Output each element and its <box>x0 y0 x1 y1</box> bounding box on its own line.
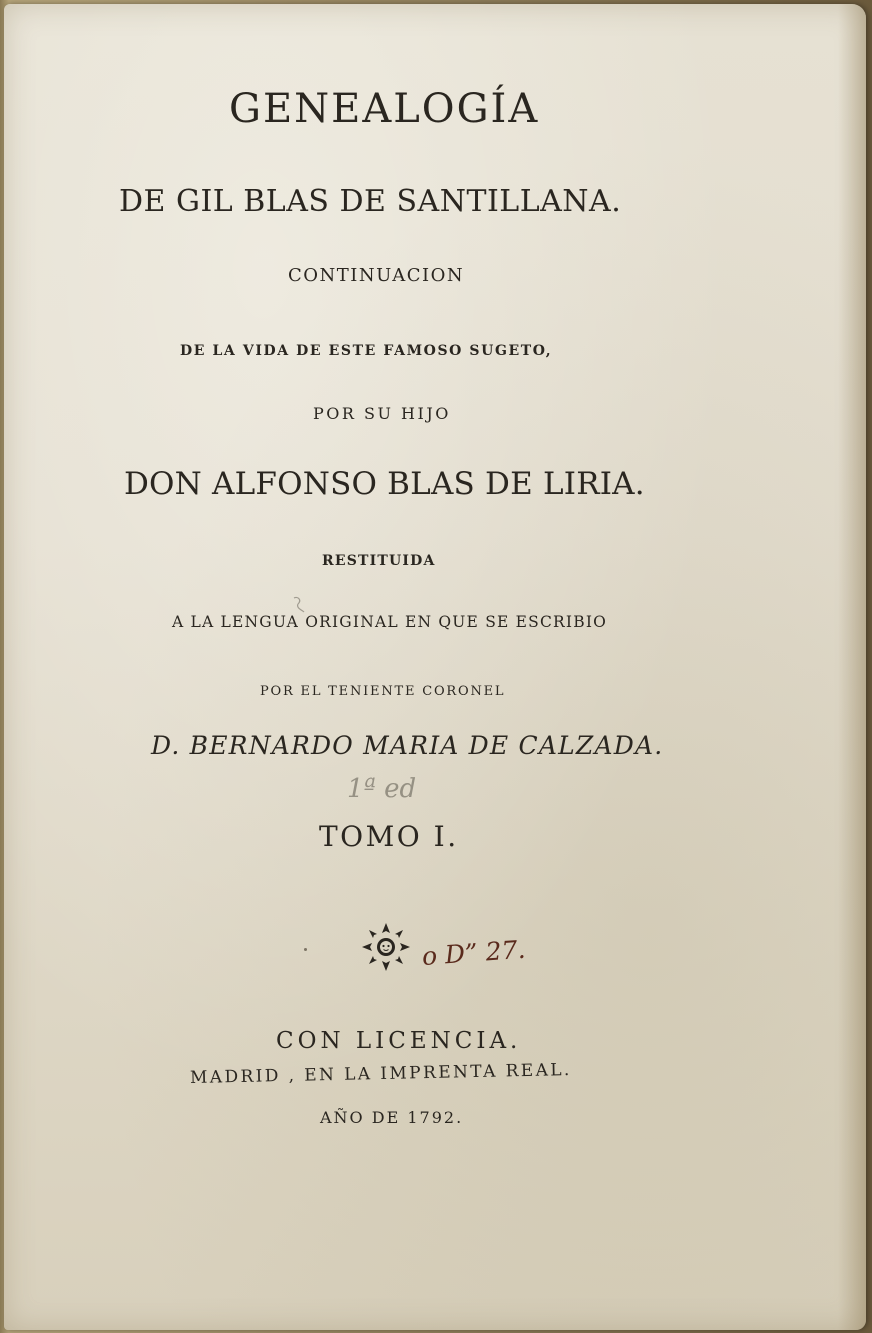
lieutenant-line: POR EL TENIENTE CORONEL <box>260 684 506 699</box>
life-line: DE LA VIDA DE ESTE FAMOSO SUGETO, <box>180 343 553 359</box>
book-subtitle: DE GIL BLAS DE SANTILLANA. <box>119 184 622 219</box>
license-line: CON LICENCIA. <box>276 1028 522 1054</box>
edition-pencil-note: 1ª ed <box>347 774 417 804</box>
continuation-line: CONTINUACION <box>288 265 465 286</box>
volume-label: TOMO I. <box>319 820 459 853</box>
restored-line: RESTITUIDA <box>322 553 436 569</box>
title-page <box>4 4 866 1330</box>
printers-flower-ornament-icon <box>360 921 412 973</box>
imprint-year: AÑO DE 1792. <box>320 1108 464 1127</box>
translator-name: D. BERNARDO MARIA DE CALZADA. <box>151 731 664 760</box>
imprint-place-printer: MADRID , EN LA IMPRENTA REAL. <box>189 1060 572 1088</box>
language-line: A LA LENGUA ORIGINAL EN QUE SE ESCRIBIO <box>172 613 608 631</box>
by-son-line: POR SU HIJO <box>313 404 451 423</box>
author-name: DON ALFONSO BLAS DE LIRIA. <box>124 466 645 502</box>
ink-speck <box>304 948 307 951</box>
book-title: GENEALOGÍA <box>229 86 540 132</box>
shelf-mark-ink-note: o D” 27. <box>420 934 527 971</box>
